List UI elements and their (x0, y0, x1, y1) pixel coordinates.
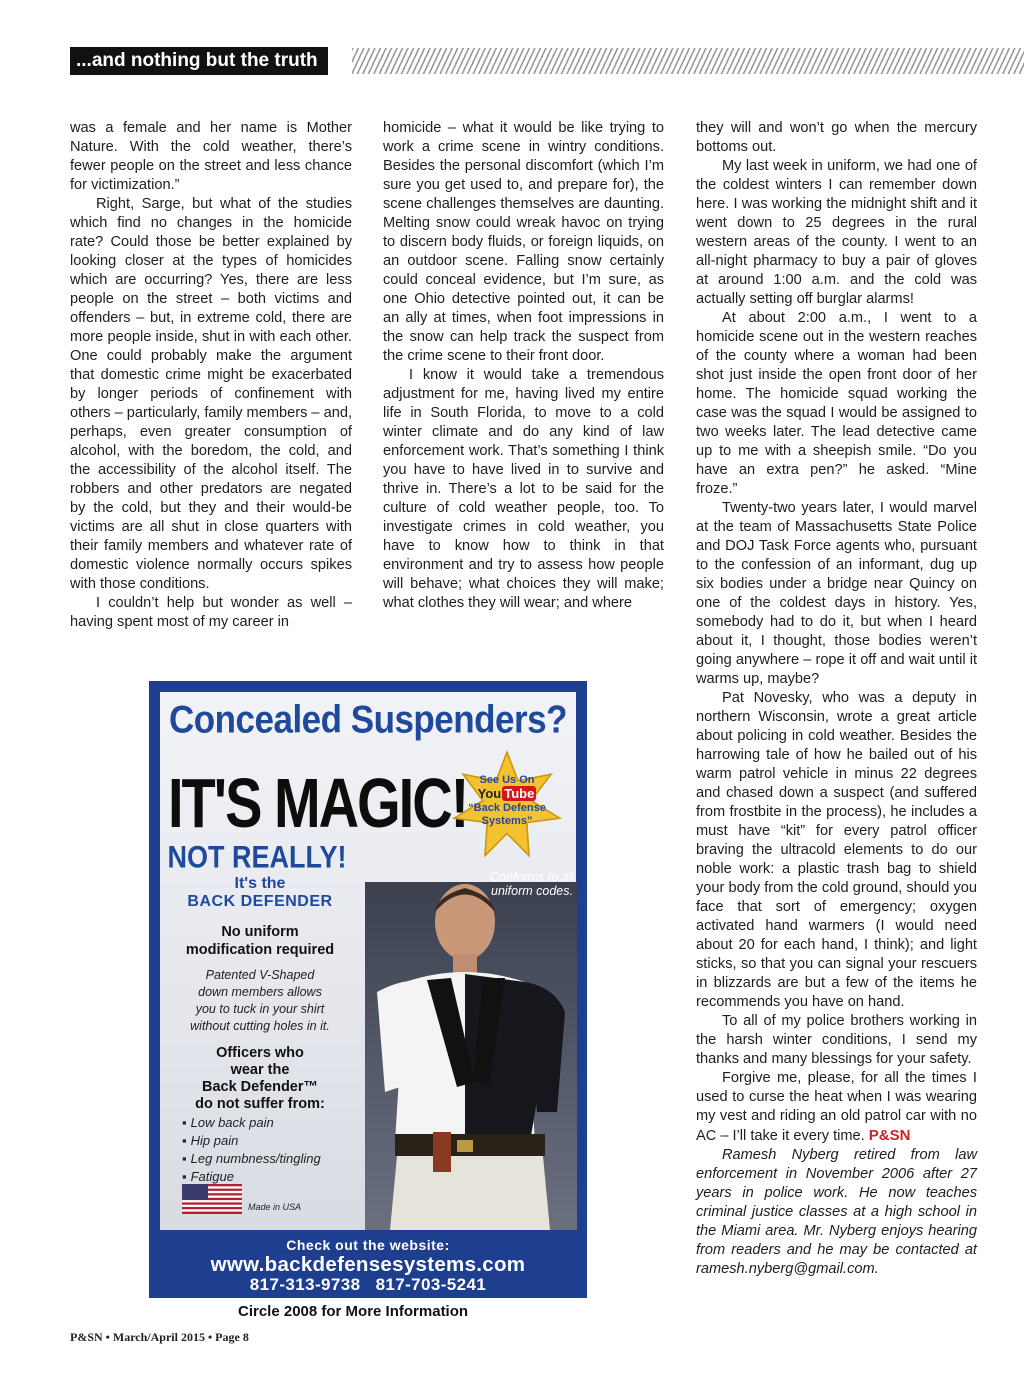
star-line: “Back Defense (468, 802, 546, 814)
its-the-text: It's the (234, 875, 286, 892)
us-flag-icon (182, 1184, 242, 1214)
page-footer: P&SN • March/April 2015 • Page 8 (70, 1330, 249, 1344)
section-header (70, 47, 1024, 75)
paragraph: I know it would take a tremendous adjustment for me, having lived my entire life in South Florida, to move to a cold winter climate and do any kind of law enforcement work. That’s something I think you have to have lived in to survive and thrive in. There’s a lot to be said for the culture of cold weather people, too. To investigate crimes in cold weather, you have to know how to think in that environment and try to assess how people will behave; what choices they will make; what clothes they will wear; and where (383, 367, 664, 611)
list-item: ▪ Fatigue (182, 1168, 321, 1186)
article-column-1 (70, 119, 352, 632)
conforms-text: Conforms to all uniform codes. (489, 870, 575, 898)
paragraph: was a female and her name is Mother Nature. With the cold weather, there’s fewer people on the street and less chance for victimization.” (70, 120, 352, 193)
paragraph: Twenty-two years later, I would marvel at the team of Massachusetts State Police and DOJ Task Force agents who, pursuant to the confession of an informant, dug up six bodies under a bridge near Quincy on one of the coldest days in history. Yes, somebody had to do it, but when I heard about it, I thought, those bodies weren’t going anywhere – rope it off and wait until it warms up, maybe? (696, 500, 977, 687)
paragraph: they will and won’t go when the mercury bottoms out. (696, 120, 977, 155)
patent-text: Patented V-Shaped down members allows you to tuck in your shirt without cutting holes in it. (190, 968, 330, 1033)
made-in-usa: Made in USA (248, 1202, 302, 1212)
star-line: See Us On (479, 774, 535, 786)
youtube-badge[interactable] (452, 774, 562, 828)
model-photo (365, 882, 577, 1230)
advertisement[interactable] (149, 681, 587, 1298)
ailment-list (182, 1114, 321, 1186)
not-really-text: NOT REALLY! (167, 839, 347, 875)
paragraph-last (696, 1069, 977, 1146)
website-link[interactable]: www.backdefensesystems.com (210, 1253, 526, 1276)
list-item: ▪ Low back pain (182, 1114, 321, 1132)
end-mark: P&SN (868, 1127, 911, 1144)
paragraph: I couldn’t help but wonder as well – having spent most of my career in (70, 595, 352, 630)
ad-headline: IT'S MAGIC! (168, 763, 468, 842)
list-item: ▪ Leg numbness/tingling (182, 1150, 321, 1168)
officers-text: Officers who wear the Back Defender™ do not suffer from: (195, 1045, 325, 1112)
star-line: Systems” (481, 815, 533, 827)
youtube-logo-icon: You Tube (477, 786, 535, 801)
section-title: ...and nothing but the truth (70, 47, 328, 75)
list-item: ▪ Hip pain (182, 1132, 321, 1150)
paragraph: homicide – what it would be like trying to work a crime scene in wintry conditions. Besides the personal discomfort (which I’m sure you get used to, and prepare for), the scene challenges themselves are daunting. Melting snow could wreak havoc on trying to discern body fluids, or foreign liquids, on an outdoor scene. Falling snow certainly could conceal evidence, but I’m sure, as one Ohio detective pointed out, it can be an ally at times, when foot impressions in the snow can help track the suspect from the crime scene to their front door. (383, 120, 664, 364)
ad-copy (160, 839, 360, 1113)
ad-title: Concealed Suspenders? (169, 697, 567, 742)
paragraph: At about 2:00 a.m., I went to a homicide scene out in the western reaches of the county where a woman had been shot just inside the open front door of her home. The homicide squad working the case was the squad I would be assigned to two weeks later. The lead detective came up to me with a sheepish smile. “Do you have an extra pen?” he asked. “Mine froze.” (696, 310, 977, 497)
header-stripes (352, 48, 1024, 74)
paragraph-text: Forgive me, please, for all the times I used to curse the heat when I was wearing my vest and riding an old patrol car with no AC – I’ll take it every time. (696, 1070, 977, 1144)
paragraph: To all of my police brothers working in the harsh winter conditions, I send my thanks and many blessings for your safety. (696, 1013, 977, 1067)
paragraph: My last week in uniform, we had one of the coldest winters I can remember down here. I was working the midnight shift and it went down to 25 degrees in the rural western areas of the county. I went to an all-night pharmacy to buy a pair of gloves at around 1:00 a.m. and the cold was actually setting off burglar alarms! (696, 158, 977, 307)
article-column-3 (696, 119, 977, 1279)
website-label: Check out the website: (286, 1237, 450, 1253)
phone-numbers[interactable]: 817-313-9738 817-703-5241 (249, 1275, 487, 1294)
article-column-2 (383, 119, 664, 613)
paragraph: Right, Sarge, but what of the studies which find no changes in the homicide rate? Could those be better explained by looking closer at the types of homicides which are occurring? Yes, there are less people on the street – both victims and offenders – but, in extreme cold, there are more people inside, shut in with each other. One could probably make the argument that domestic crime might be exacerbated by longer periods of confinement with others – particularly, family members – and, perhaps, even greater consumption of alcohol, with the boredom, the cold, and the accessibility of the alcohol itself. The robbers and other predators are negated by the cold, but they and their would-be victims are all shut in close quarters with their family members and whatever rate of domestic violence normally occurs spikes with those conditions. (70, 196, 352, 592)
ad-panel (160, 692, 576, 1294)
ad-caption: Circle 2008 for More Information (238, 1303, 469, 1320)
no-uniform-text: No uniform modification required (185, 924, 335, 958)
product-name: BACK DEFENDER (187, 893, 333, 910)
author-bio: Ramesh Nyberg retired from law enforcement in November 2006 after 27 years in police work. He now teaches criminal justice classes at a high school in the Miami area. Mr. Nyberg enjoys hearing from readers and he may be contacted at ramesh.nyberg@gmail.com. (696, 1147, 977, 1277)
paragraph: Pat Novesky, who was a deputy in northern Wisconsin, wrote a great article about policing in cold weather. Besides the harrowing tale of how he bailed out of his warm patrol vehicle in minus 22 degrees and chased down a suspect (and suffered from frostbite in the process), he includes a must have “kit” for every patrol officer braving the ultracold elements to do our noble work: a plastic trash bag to shield your body from the cold ground, should you face that sort of emergency; oxygen activated hand warmers (I would need about 20 for each hand, I think); and light sticks, so that you can signal your rescuers in blizzards are but a few of the items he recommends you have on hand. (696, 690, 977, 1010)
